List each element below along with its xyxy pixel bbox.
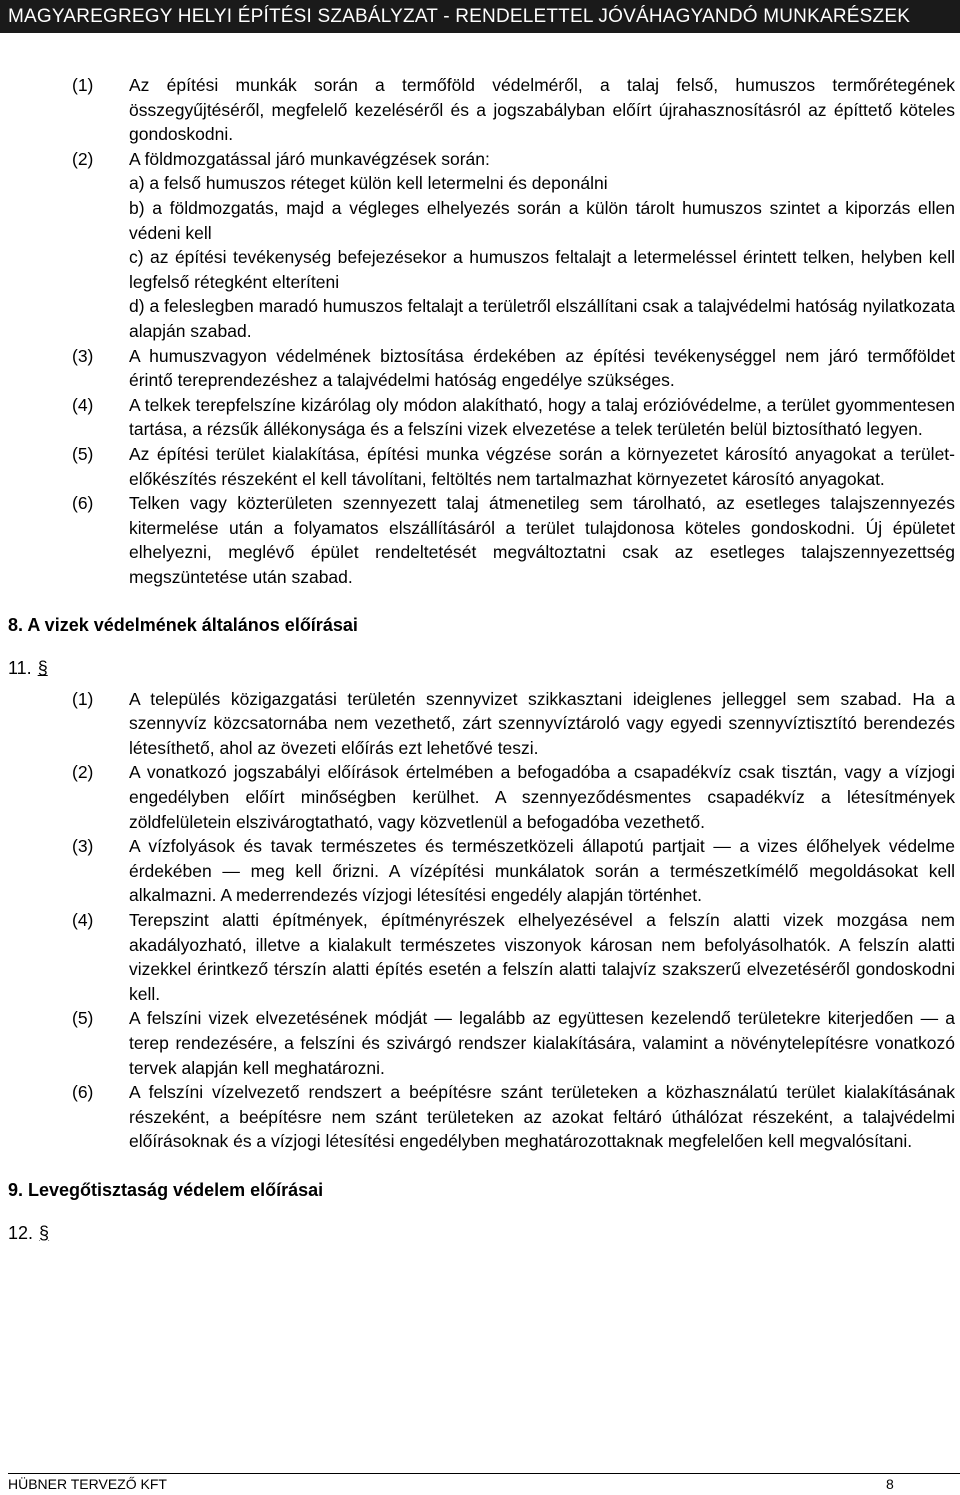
paragraph-number: (5) <box>72 443 94 464</box>
paragraph-text: A felszíni vizek elvezetésének módját — legalább az együttesen kezelendő területekre kiterjedően — a terep rendezésére, a felszíni és szivárgó rendszer kialakítására, valamint a növénytelepítésre vonatkozó tervek alapján kell meghatározni. <box>129 1008 955 1078</box>
section-number: 11. <box>8 658 32 679</box>
document-body <box>0 73 960 1251</box>
section-heading-9: 9. Levegőtisztaság védelem előírásai <box>8 1179 324 1200</box>
paragraph-2 <box>0 147 955 344</box>
paragraph-text: A felszíni vízelvezető rendszert a beépítésre szánt területeken a közhasználatú terület kialakításának részeként, a beépítésre nem szánt területeken az azokat feltáró úthálózat részeként, a talajvédelmi előírásoknak és a vízjogi létesítési engedélyben meghatározottaknak megfelelően kell megvalósítani. <box>129 1082 955 1152</box>
paragraph-number: (6) <box>72 493 94 514</box>
section-sign: § <box>39 1222 50 1243</box>
header-title: MAGYAREGREGY HELYI ÉPÍTÉSI SZABÁLYZAT - RENDELETTEL JÓVÁHAGYANDÓ MUNKARÉSZEK <box>8 6 911 27</box>
paragraph-number: (3) <box>72 345 94 366</box>
paragraph-number: (3) <box>72 836 94 857</box>
paragraph-1 <box>0 687 955 761</box>
paragraph-1 <box>0 73 955 147</box>
paragraph-6 <box>0 491 955 589</box>
footer-company: HÜBNER TERVEZŐ KFT <box>8 1476 167 1492</box>
paragraph-number: (1) <box>72 75 94 95</box>
paragraph-text: A vonatkozó jogszabályi előírások értelmében a befogadóba a csapadékvíz csak tisztán, vagy a vízjogi engedélyben előírt minőségben kerülhet. A szennyeződésmentes csapadékvíz a létesítmények zöldfelületein elszivárogtatható, vagy közvetlenül a befogadóba vezethető. <box>129 762 955 832</box>
section-number-11 <box>0 656 960 681</box>
footer-divider <box>8 1473 960 1474</box>
paragraph-number: (5) <box>72 1008 94 1029</box>
list-item-b: b) a földmozgatás, majd a végleges elhelyezés során a külön tárolt humuszos szintet a kiporzás ellen védeni kell <box>129 197 955 243</box>
paragraph-text: Az építési terület kialakítása, építési munka végzése során a környezetet károsító anyagokat a terület-előkészítés részeként el kell távolítani, feltöltés nem tartalmazhat környezetet károsító anyagokat. <box>129 443 955 489</box>
paragraph-text: A humuszvagyon védelmének biztosítása érdekében az építési tevékenységgel nem járó termőföldet érintő tereprendezéshez a talajvédelmi hatóság engedélye szükséges. <box>129 345 955 391</box>
section-number: 12. <box>8 1222 34 1243</box>
paragraph-number: (1) <box>72 688 94 709</box>
paragraph-5 <box>0 442 955 491</box>
paragraph-text: Telken vagy közterületen szennyezett talaj átmenetileg sem tárolható, az esetleges talajszennyezés kitermelése után a folyamatos elszállításáról a terület tulajdonosa köteles gondoskodni. Új épületet elhelyezni, meglévő épület rendeltetését megváltoztatni csak az esetleges talajszennyezettség megszüntetése után szabad. <box>129 493 955 587</box>
paragraph-6 <box>0 1080 955 1154</box>
paragraph-text: Terepszint alatti építmények, építményrészek elhelyezésével a felszín alatti vizek mozgása nem akadályozható, illetve a kialakult természetes viszonyok károsan nem befolyásolhatók. A felszín alatti vizekkel érintkező térszín alatti építés esetén a felszín alatti talajvíz szakszerű elvezetéséről gondoskodni kell. <box>129 910 955 1004</box>
paragraph-3 <box>0 344 955 393</box>
paragraph-intro: A földmozgatással járó munkavégzések során: <box>129 148 490 169</box>
list-item-a: a) a felső humuszos réteget külön kell letermelni és deponálni <box>129 173 608 194</box>
list-item-d: d) a feleslegben maradó humuszos feltalajt a területről elszállítani csak a talajvédelmi hatóság nyilatkozata alapján szabad. <box>129 296 955 341</box>
section-heading-8: 8. A vizek védelmének általános előírásai <box>8 615 358 636</box>
paragraph-3 <box>0 834 955 908</box>
paragraph-body <box>129 147 955 344</box>
page-number: 8 <box>886 1476 894 1492</box>
paragraph-text: A település közigazgatási területén szennyvizet szikkasztani ideiglenes jelleggel sem szabad. Ha a szennyvíz közcsatornába nem vezethető, zárt szennyvíztároló vagy egyedi szennyvíztisztító berendezés létesíthető, ahol az övezeti előírás ezt lehetővé teszi. <box>129 688 955 758</box>
paragraph-text: A vízfolyások és tavak természetes és természetközeli állapotú partjait — a vizes élőhelyek védelme érdekében — meg kell őrizni. A vízépítési munkálatok során a természetkímélő megoldásokat kell alkalmazni. A mederrendezés vízjogi létesítési engedély alapján történhet. <box>129 836 955 906</box>
paragraph-text: A telkek terepfelszíne kizárólag oly módon alakítható, hogy a talaj erózióvédelme, a terület gyommentesen tartása, a rézsűk állékonysága és a felszíni vizek elvezetése a telek területén belül biztosítható legyen. <box>129 394 955 440</box>
paragraph-5 <box>0 1006 955 1080</box>
paragraph-number: (6) <box>72 1082 94 1103</box>
paragraph-4 <box>0 393 955 442</box>
paragraph-number: (4) <box>72 910 94 930</box>
paragraph-number: (2) <box>72 148 94 169</box>
paragraph-number: (4) <box>72 394 94 415</box>
paragraph-4 <box>0 908 955 1006</box>
section-number-12 <box>0 1221 960 1246</box>
paragraph-2 <box>0 760 955 834</box>
list-item-c: c) az építési tevékenység befejezésekor a humuszos feltalajt a letermeléssel érintett telken, helyben kell legfelső rétegként elteríteni <box>129 247 955 292</box>
paragraph-number: (2) <box>72 762 94 783</box>
paragraph-text: Az építési munkák során a termőföld védelméről, a talaj felső, humuszos termőrétegének összegyűjtéséről, megfelelő kezeléséről és a jogszabályban előírt újrahasznosításról az építtető köteles gondoskodni. <box>129 75 955 145</box>
document-header <box>0 0 960 33</box>
section-sign: § <box>37 658 48 679</box>
